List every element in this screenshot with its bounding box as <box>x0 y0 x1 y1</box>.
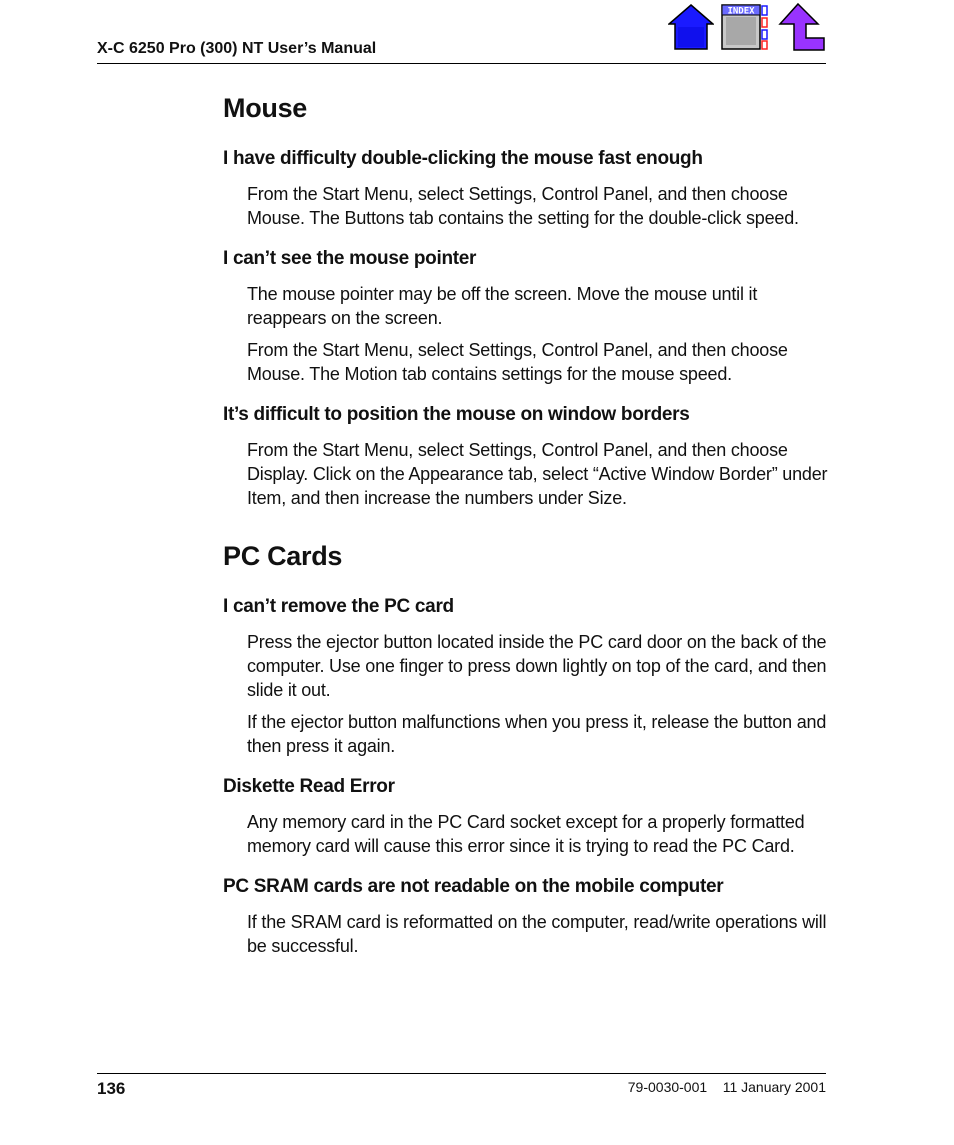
page-number: 136 <box>97 1079 126 1098</box>
answer-paragraph: If the ejector button malfunctions when you press it, release the button and then press it again. <box>247 712 827 756</box>
question-heading: PC SRAM cards are not readable on the mobile computer <box>223 876 724 897</box>
back-button[interactable] <box>776 2 826 54</box>
home-icon <box>668 2 714 52</box>
back-arrow-icon <box>776 2 826 52</box>
index-button[interactable] <box>720 2 770 54</box>
index-icon <box>720 2 770 52</box>
answer-paragraph: From the Start Menu, select Settings, Control Panel, and then choose Display. Click on the Appearance tab, select “Active Window Border” under Item, and then increase the numbers under Size. <box>247 440 828 508</box>
manual-title: X-C 6250 Pro (300) NT User’s Manual <box>97 40 377 57</box>
page-content <box>223 88 828 966</box>
document-id-date: 79-0030-001 11 January 2001 <box>627 1079 826 1095</box>
header-rule <box>97 63 826 64</box>
footer-rule <box>97 1073 826 1074</box>
section-title-pc-cards: PC Cards <box>223 541 343 571</box>
answer-paragraph: If the SRAM card is reformatted on the computer, read/write operations will be successful. <box>247 912 827 956</box>
answer-paragraph: Press the ejector button located inside the PC card door on the back of the computer. Use one finger to press down lightly on top of the card, and then slide it out. <box>247 632 827 700</box>
answer-paragraph: Any memory card in the PC Card socket except for a properly formatted memory card will cause this error since it is trying to read the PC Card. <box>247 812 805 856</box>
answer-paragraph: The mouse pointer may be off the screen. Move the mouse until it reappears on the screen. <box>247 284 758 328</box>
question-heading: Diskette Read Error <box>223 776 395 797</box>
question-heading: I can’t see the mouse pointer <box>223 248 477 269</box>
question-heading: I can’t remove the PC card <box>223 596 454 617</box>
section-title-mouse: Mouse <box>223 93 308 123</box>
question-heading: It’s difficult to position the mouse on window borders <box>223 404 690 425</box>
question-heading: I have difficulty double-clicking the mouse fast enough <box>223 148 703 169</box>
answer-paragraph: From the Start Menu, select Settings, Control Panel, and then choose Mouse. The Buttons tab contains the setting for the double-click speed. <box>247 184 799 228</box>
answer-paragraph: From the Start Menu, select Settings, Control Panel, and then choose Mouse. The Motion tab contains settings for the mouse speed. <box>247 340 788 384</box>
home-button[interactable] <box>668 2 718 54</box>
index-label: INDEX <box>727 6 755 17</box>
